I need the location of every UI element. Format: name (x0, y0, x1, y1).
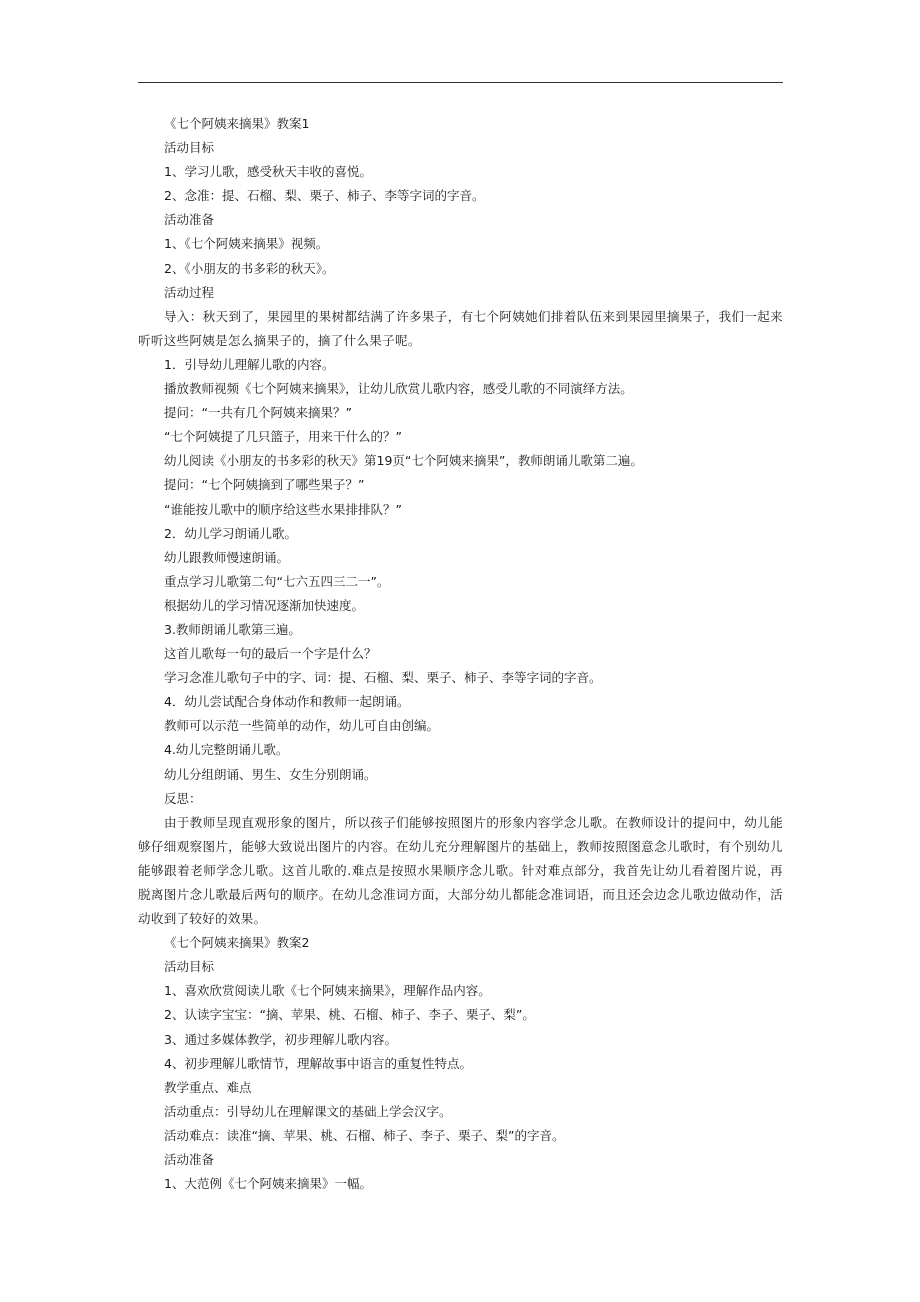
section-heading-goals: 活动目标 (164, 140, 215, 156)
section-heading-key-points: 教学重点、难点 (164, 1079, 252, 1095)
section-heading-process: 活动过程 (164, 284, 215, 300)
process-line: 提问：“七个阿姨摘到了哪些果子？” (164, 477, 365, 493)
section-heading-preparation: 活动准备 (164, 212, 215, 228)
process-line: 播放教师视频《七个阿姨来摘果》，让幼儿欣赏儿歌内容，感受儿歌的不同演绎方法。 (164, 381, 633, 397)
process-line: 幼儿跟教师慢速朗诵。 (164, 549, 290, 565)
process-line: 1．引导幼儿理解儿歌的内容。 (164, 356, 335, 372)
intro-paragraph: 导入：秋天到了，果园里的果树都结满了许多果子，有七个阿姨她们排着队伍来到果园里摘果子，我们一起来听听这些阿姨是怎么摘果子的，摘了什么果子呢。 (138, 308, 783, 348)
preparation-item: 2、《小朋友的书多彩的秋天》。 (164, 260, 335, 276)
lesson1-title: 《七个阿姨来摘果》教案1 (164, 116, 310, 131)
goal-item: 2、认读字宝宝：“摘、苹果、桃、石榴、柿子、李子、栗子、梨”。 (164, 1007, 535, 1023)
goal-item: 3、通过多媒体教学，初步理解儿歌内容。 (164, 1031, 397, 1047)
process-line: 这首儿歌每一句的最后一个字是什么？ (164, 646, 377, 662)
process-line: 根据幼儿的学习情况逐渐加快速度。 (164, 597, 365, 613)
goal-item: 2、念准：提、石榴、梨、栗子、柿子、李等字词的字音。 (164, 188, 485, 204)
process-line: 幼儿分组朗诵、男生、女生分别朗诵。 (164, 766, 377, 782)
preparation-item: 1、大范例《七个阿姨来摘果》一幅。 (164, 1176, 372, 1192)
process-line: “七个阿姨提了几只篮子，用来干什么的？” (164, 429, 402, 445)
header-rule (138, 82, 783, 83)
process-line: 4.幼儿完整朗诵儿歌。 (164, 742, 289, 758)
key-point-item: 活动难点：读准“摘、苹果、桃、石榴、柿子、李子、栗子、梨”的字音。 (164, 1127, 565, 1143)
document-body (138, 112, 783, 1196)
process-line: “谁能按儿歌中的顺序给这些水果排排队？” (164, 501, 402, 517)
reflection-paragraph: 由于教师呈现直观形象的图片，所以孩子们能够按照图片的形象内容学念儿歌。在教师设计的提问中，幼儿能够仔细观察图片，能够大致说出图片的内容。在幼儿充分理解图片的基础上，教师按照图意念儿歌时，有个别幼儿能够跟着老师学念儿歌。这首儿歌的.难点是按照水果顺序念儿歌。针对难点部分，我首先让幼儿看着图片说，再脱离图片念儿歌最后两句的顺序。在幼儿念准词方面，大部分幼儿都能念准词语，而且还会边念儿歌边做动作，活动收到了较好的效果。 (138, 814, 783, 927)
process-line: 提问：“一共有几个阿姨来摘果？” (164, 405, 352, 421)
key-point-item: 活动重点：引导幼儿在理解课文的基础上学会汉字。 (164, 1103, 452, 1119)
goal-item: 4、初步理解儿歌情节，理解故事中语言的重复性特点。 (164, 1055, 472, 1071)
process-line: 学习念准儿歌句子中的字、词：提、石榴、梨、栗子、柿子、李等字词的字音。 (164, 670, 602, 686)
process-line: 教师可以示范一些简单的动作，幼儿可自由创编。 (164, 718, 440, 734)
reflection-heading: 反思： (164, 790, 202, 806)
goal-item: 1、学习儿歌，感受秋天丰收的喜悦。 (164, 164, 372, 180)
lesson2-title: 《七个阿姨来摘果》教案2 (164, 935, 310, 951)
process-line: 3.教师朗诵儿歌第三遍。 (164, 621, 301, 637)
process-line: 重点学习儿歌第二句“七六五四三二一”。 (164, 573, 390, 589)
section-heading-preparation: 活动准备 (164, 1152, 215, 1168)
process-line: 2．幼儿学习朗诵儿歌。 (164, 525, 297, 541)
process-line: 幼儿阅读《小朋友的书多彩的秋天》第19页“七个阿姨来摘果”，教师朗诵儿歌第二遍。 (164, 453, 643, 469)
goal-item: 1、喜欢欣赏阅读儿歌《七个阿姨来摘果》，理解作品内容。 (164, 983, 491, 999)
process-line: 4．幼儿尝试配合身体动作和教师一起朗诵。 (164, 694, 410, 710)
preparation-item: 1、《七个阿姨来摘果》视频。 (164, 236, 329, 252)
section-heading-goals: 活动目标 (164, 959, 215, 975)
